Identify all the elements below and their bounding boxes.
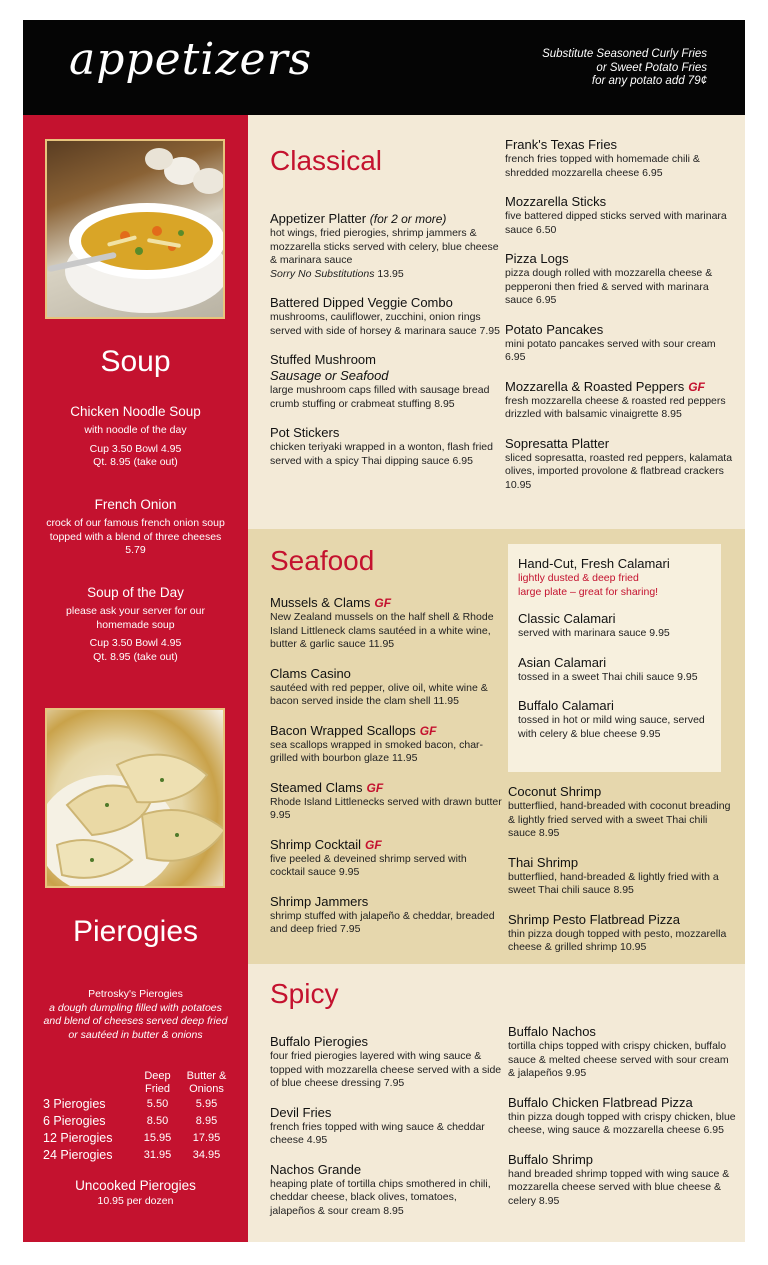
menu-item [270, 1034, 502, 1091]
item-name-text: Appetizer Platter [270, 211, 367, 226]
table-row [43, 1113, 233, 1130]
item-name: Classic Calamari [518, 611, 616, 626]
item-desc: mushrooms, cauliflower, zucchini, onion rings served with side of horsey & marinara sauce 7.95 [270, 311, 500, 337]
menu-item [508, 1152, 736, 1209]
item-name: Sopresatta Platter [505, 435, 610, 451]
menu-item [270, 1162, 502, 1219]
classical-left-column [270, 211, 502, 482]
item-desc: pizza dough rolled with mozzarella cheese & pepperoni then fried & served with marinara sauce 6.95 [505, 267, 713, 306]
item-desc: five peeled & deveined shrimp served with cocktail sauce 9.95 [270, 852, 467, 878]
row-fried-price: 15.95 [143, 1132, 172, 1144]
item-desc: five battered dipped sticks served with marinara sauce 6.50 [505, 210, 727, 236]
menu-item [518, 611, 711, 641]
menu-item [505, 322, 733, 365]
item-desc: sea scallops wrapped in smoked bacon, char-grilled with bourbon glaze 11.95 [270, 738, 484, 764]
item-desc: tossed in a sweet Thai chili sauce 9.95 [518, 670, 698, 683]
item-name: Buffalo Shrimp [508, 1151, 594, 1167]
row-label: 24 Pierogies [43, 1148, 113, 1162]
table-row [43, 1130, 233, 1147]
row-label: 12 Pierogies [43, 1131, 113, 1145]
soup-price: Qt. 8.95 (take out) [93, 650, 178, 663]
menu-item [270, 211, 502, 281]
menu-item [508, 784, 736, 841]
menu-item [270, 295, 502, 338]
item-desc: shrimp stuffed with jalapeño & cheddar, breaded and deep fried 7.95 [270, 909, 495, 935]
item-name: Devil Fries [270, 1104, 332, 1120]
note-line: for any potato add 79¢ [591, 75, 707, 87]
row-label: 6 Pierogies [43, 1114, 106, 1128]
section-spicy [248, 964, 745, 1242]
calamari-box [508, 544, 721, 772]
item-extra-note: Sorry No Substitutions [270, 267, 375, 280]
table-header-cell [135, 1070, 180, 1096]
item-name: Nachos Grande [270, 1161, 362, 1177]
header-text: Onions [189, 1083, 224, 1095]
item-name [270, 595, 502, 611]
menu-item [508, 855, 736, 898]
item-desc: served with marinara sauce 9.95 [518, 627, 670, 639]
item-name: Coconut Shrimp [508, 784, 602, 799]
item-name: Mozzarella Sticks [505, 194, 607, 209]
menu-item [270, 425, 502, 468]
row-butter-price: 34.95 [192, 1149, 221, 1161]
soup-item [41, 403, 230, 470]
item-desc: large mushroom caps filled with sausage bread crumb stuffing or crabmeat stuffing 8.95 [270, 384, 490, 410]
uncooked-price: 10.95 per dozen [97, 1195, 174, 1207]
item-name: Clams Casino [270, 665, 351, 681]
menu-item [505, 251, 733, 308]
main-content [248, 115, 745, 1242]
menu-item [270, 666, 502, 709]
item-name [270, 211, 502, 227]
soup-item [41, 496, 230, 558]
spicy-right-column [508, 1024, 736, 1222]
soup-price: Qt. 8.95 (take out) [93, 456, 178, 468]
item-desc: french fries topped with homemade chili & shredded mozzarella cheese 6.95 [505, 153, 700, 179]
item-name: Shrimp Jammers [270, 893, 369, 909]
spicy-left-column [270, 1034, 502, 1232]
pierogi-plate-image [47, 710, 225, 888]
note-line: or Sweet Potato Fries [596, 61, 707, 74]
item-desc: mini potato pancakes served with sour cream 6.95 [505, 337, 716, 363]
sidebar [23, 115, 248, 1242]
menu-item [518, 698, 711, 741]
pierogi-photo [45, 708, 225, 888]
item-desc: New Zealand mussels on the half shell & Rhode Island Littleneck clams sautéed in a white wine, butter & garlic sauce 11.95 [270, 611, 494, 650]
menu-item [505, 379, 733, 422]
item-desc: Rhode Island Littlenecks served with drawn butter 9.95 [270, 795, 502, 821]
soup-name: French Onion [94, 497, 177, 512]
item-extra [270, 268, 502, 282]
gluten-free-badge: GF [688, 379, 705, 394]
menu-item [270, 723, 502, 766]
soup-name: Soup of the Day [87, 585, 184, 600]
item-price: 13.95 [377, 267, 404, 280]
item-desc: sliced sopresatta, roasted red peppers, kalamata olives, imported provolone & flatbread crackers 10.95 [505, 451, 733, 491]
menu-item [270, 595, 502, 652]
calamari-heading: Hand-Cut, Fresh Calamari [518, 556, 670, 571]
gluten-free-badge: GF [365, 837, 382, 852]
item-desc: french fries topped with wing sauce & cheddar cheese 4.95 [270, 1120, 485, 1146]
item-desc: thin pizza dough topped with crispy chicken, blue cheese, wing sauce & mozzarella cheese 6.95 [508, 1110, 736, 1136]
row-fried-price: 5.50 [146, 1098, 169, 1110]
item-name: Asian Calamari [518, 654, 607, 670]
item-name: Thai Shrimp [508, 854, 579, 870]
item-desc: tortilla chips topped with crispy chicken, buffalo sauce & melted cheese served with sour cream & jalapeños 9.95 [508, 1040, 729, 1079]
item-name: Stuffed Mushroom [270, 352, 376, 367]
row-label: 3 Pierogies [43, 1097, 106, 1111]
seafood-right-column [508, 784, 736, 969]
item-name-text: Mussels & Clams [270, 595, 371, 610]
pierogies-intro-desc: a dough dumpling filled with potatoes and blend of cheeses served deep fried or sautéed in butter & onions [43, 1001, 228, 1041]
menu-page [23, 20, 745, 1242]
gluten-free-badge: GF [374, 596, 392, 610]
section-title: Seafood [270, 545, 375, 576]
pierogies-heading: Pierogies [72, 915, 199, 948]
calamari-note: large plate – great for sharing! [518, 585, 659, 598]
soup-price: Cup 3.50 Bowl 4.95 [89, 637, 182, 649]
item-desc: sautéed with red pepper, olive oil, white wine & bacon served inside the clam shell 11.95 [270, 681, 488, 707]
table-header-cell [180, 1070, 233, 1096]
item-name: Shrimp Pesto Flatbread Pizza [508, 911, 680, 927]
row-butter-price: 5.95 [195, 1098, 218, 1110]
pierogies-intro [41, 988, 230, 1042]
uncooked-name: Uncooked Pierogies [75, 1178, 196, 1193]
item-desc: chicken teriyaki wrapped in a wonton, flash fried served with a spicy Thai dipping sauce 6.95 [270, 441, 493, 467]
menu-item [505, 194, 733, 237]
item-desc: fresh mozzarella cheese & roasted red peppers drizzled with balsamic vinaigrette 8.95 [505, 394, 726, 420]
item-name: Potato Pancakes [505, 321, 604, 337]
pierogies-price-table [43, 1070, 233, 1164]
item-name: Pizza Logs [505, 251, 569, 266]
soup-item [41, 584, 230, 664]
uncooked-pierogies [41, 1177, 230, 1209]
gluten-free-badge: GF [419, 723, 437, 738]
section-title: Classical [270, 145, 383, 176]
item-name-note: (for 2 or more) [369, 212, 447, 226]
item-desc: butterflied, hand-breaded with coconut breading & lightly fried served with a sweet Thai chili sauce 8.95 [508, 800, 731, 839]
item-name-text: Shrimp Cocktail [270, 836, 362, 852]
pierogies-intro-name: Petrosky's Pierogies [88, 988, 183, 1000]
menu-item [270, 837, 502, 880]
soup-price: Cup 3.50 Bowl 4.95 [89, 442, 182, 455]
item-desc: four fried pierogies layered with wing sauce & topped with mozzarella cheese served with a side of blue cheese dressing 7.95 [270, 1050, 502, 1089]
table-row [43, 1096, 233, 1113]
menu-item [505, 436, 733, 493]
item-name [270, 723, 502, 739]
soup-heading: Soup [100, 345, 171, 378]
table-header-cell [43, 1070, 135, 1096]
note-line: Substitute Seasoned Curly Fries [542, 48, 707, 60]
soup-desc: please ask your server for our homemade soup [66, 605, 205, 631]
section-title: Spicy [270, 978, 339, 1009]
item-desc: butterflied, hand-breaded & lightly fried with a sweet Thai chili sauce 8.95 [508, 870, 719, 896]
item-name [270, 780, 502, 796]
menu-item [270, 352, 502, 411]
menu-item [518, 655, 711, 685]
menu-item [508, 1095, 736, 1138]
item-desc: hand breaded shrimp topped with wing sauce & mozzarella cheese served with blue cheese & celery 8.95 [508, 1167, 730, 1207]
item-name: Buffalo Pierogies [270, 1034, 369, 1049]
item-name [270, 837, 502, 853]
soup-name: Chicken Noodle Soup [70, 404, 201, 419]
seafood-left-column [270, 595, 502, 951]
item-name-text: Bacon Wrapped Scallops [270, 722, 416, 738]
gluten-free-badge: GF [366, 780, 384, 795]
soup-photo [45, 139, 225, 319]
row-fried-price: 31.95 [143, 1149, 172, 1161]
item-name: Pot Stickers [270, 425, 340, 440]
calamari-note: lightly dusted & deep fried [518, 572, 639, 584]
substitution-note [467, 48, 707, 89]
header-text: Deep [144, 1070, 171, 1082]
page-title: appetizers [69, 34, 313, 85]
item-name: Buffalo Chicken Flatbread Pizza [508, 1094, 693, 1110]
item-name: Buffalo Nachos [508, 1024, 596, 1039]
section-seafood [248, 529, 745, 964]
row-butter-price: 8.95 [195, 1115, 218, 1127]
soup-bowl-image [47, 141, 225, 319]
item-desc: hot wings, fried pierogies, shrimp jammers & mozzarella sticks served with celery, blue cheese & marinara sauce [270, 227, 499, 266]
header-text: Fried [144, 1083, 171, 1095]
table-row [43, 1147, 233, 1164]
menu-item [508, 912, 736, 955]
item-desc: thin pizza dough topped with pesto, mozzarella cheese & grilled shrimp 10.95 [508, 927, 727, 953]
item-name: Buffalo Calamari [518, 698, 614, 713]
table-header [43, 1070, 233, 1096]
header-text: Butter & [186, 1070, 227, 1082]
classical-right-column [505, 137, 733, 506]
item-name [505, 379, 733, 395]
item-name-text: Mozzarella & Roasted Peppers [505, 378, 685, 394]
item-name: Frank's Texas Fries [505, 137, 618, 152]
menu-item [270, 1105, 502, 1148]
menu-item [270, 780, 502, 823]
item-desc: tossed in hot or mild wing sauce, served with celery & blue cheese 9.95 [518, 714, 705, 740]
soup-desc: with noodle of the day [84, 424, 187, 436]
menu-item [270, 894, 502, 937]
header-bar [23, 20, 745, 115]
item-desc: heaping plate of tortilla chips smothered in chili, cheddar cheese, black olives, tomatoes, jalapeños & sour cream 8.95 [270, 1177, 491, 1217]
row-butter-price: 17.95 [192, 1132, 221, 1144]
item-name-text: Steamed Clams [270, 779, 363, 795]
item-name: Battered Dipped Veggie Combo [270, 295, 453, 310]
section-classical [248, 115, 745, 529]
row-fried-price: 8.50 [146, 1115, 169, 1127]
menu-item [505, 137, 733, 180]
soup-desc: crock of our famous french onion soup topped with a blend of three cheeses 5.79 [46, 517, 225, 556]
item-subtitle: Sausage or Seafood [270, 368, 389, 383]
menu-item [508, 1024, 736, 1081]
